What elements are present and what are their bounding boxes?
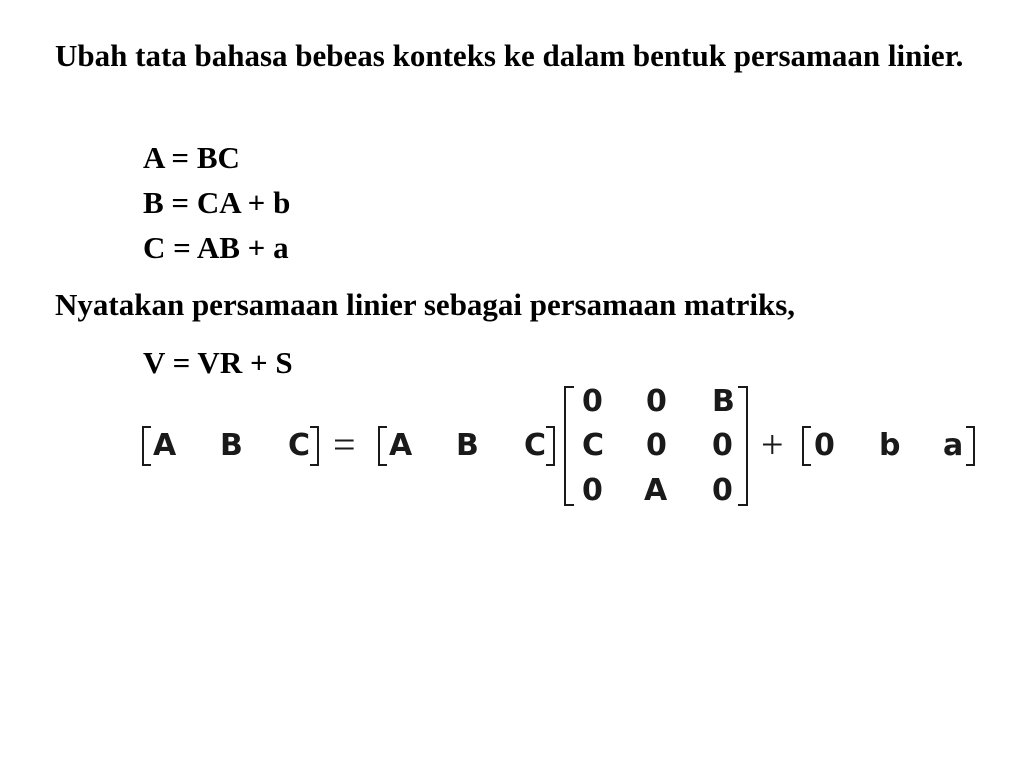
plus-sign: + <box>761 422 784 467</box>
r-cell-1-3: B <box>712 384 735 419</box>
r-cell-3-1: 0 <box>582 473 603 508</box>
r-right-bracket <box>738 386 748 506</box>
v-right-bracket <box>546 426 555 466</box>
s-left-bracket <box>802 426 811 466</box>
v-entry-b: B <box>456 428 479 463</box>
intro-paragraph: Ubah tata bahasa bebeas konteks ke dalam bentuk persamaan linier. <box>55 38 964 73</box>
r-cell-1-2: 0 <box>646 384 667 419</box>
r-cell-2-3: 0 <box>712 428 733 463</box>
v-left-bracket <box>378 426 387 466</box>
equation-c: C = AB + a <box>143 230 289 265</box>
lhs-entry-b: B <box>220 428 243 463</box>
lhs-right-bracket <box>310 426 319 466</box>
s-entry-1: 0 <box>814 428 835 463</box>
general-form-equation: V = VR + S <box>143 345 293 380</box>
v-entry-a: A <box>389 428 413 463</box>
s-entry-2: b <box>879 428 901 463</box>
general-form-block <box>143 340 293 385</box>
r-left-bracket <box>564 386 574 506</box>
r-cell-2-1: C <box>582 428 605 463</box>
grammar-equations <box>143 135 290 270</box>
s-entry-3: a <box>943 428 964 463</box>
lhs-entry-c: C <box>288 428 311 463</box>
s-right-bracket <box>966 426 975 466</box>
lhs-entry-a: A <box>153 428 177 463</box>
r-cell-2-2: 0 <box>646 428 667 463</box>
r-cell-3-2: A <box>644 473 668 508</box>
equation-b: B = CA + b <box>143 185 291 220</box>
lhs-left-bracket <box>142 426 151 466</box>
r-cell-3-3: 0 <box>712 473 733 508</box>
v-entry-c: C <box>524 428 547 463</box>
matrix-equation <box>138 382 988 512</box>
matrix-intro-paragraph: Nyatakan persamaan linier sebagai persamaan matriks, <box>55 287 796 322</box>
r-cell-1-1: 0 <box>582 384 603 419</box>
equals-sign: = <box>333 422 356 467</box>
equation-a: A = BC <box>143 140 240 175</box>
